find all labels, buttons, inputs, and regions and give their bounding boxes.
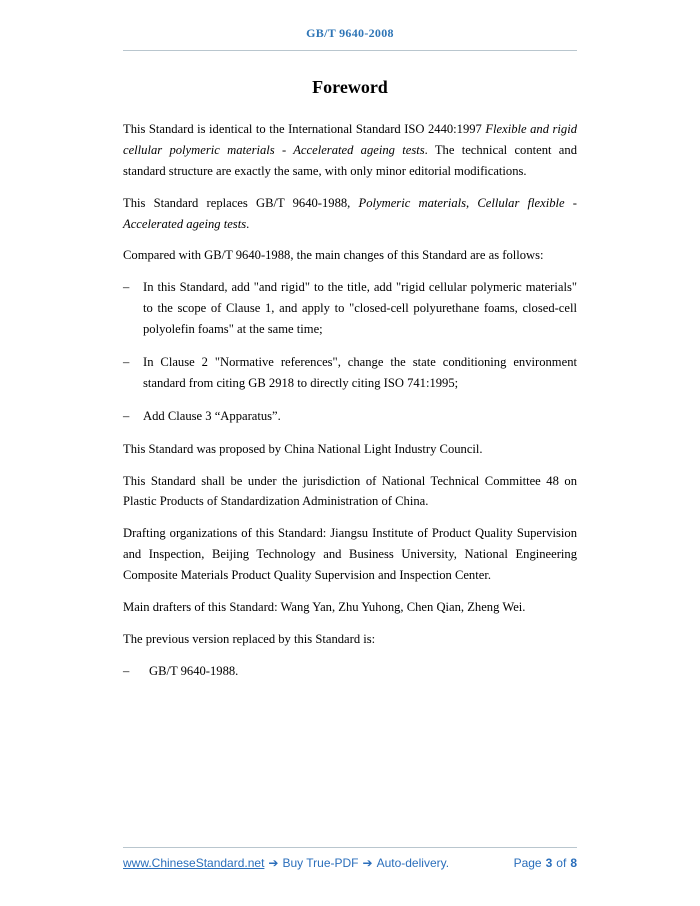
arrow-right-icon: ➔ bbox=[362, 856, 373, 870]
bullet-dash: – bbox=[123, 355, 130, 370]
list-item-text bbox=[143, 406, 577, 427]
text-segment: . The technical content and standard structure are exactly the same, with only minor editorial modifications. bbox=[123, 142, 577, 178]
text-segment: This Standard replaces GB/T 9640-1988, bbox=[123, 195, 359, 210]
page-title: Foreword bbox=[312, 77, 388, 97]
paragraph bbox=[123, 629, 577, 650]
list-item bbox=[123, 352, 577, 394]
list-item bbox=[123, 661, 577, 682]
paragraph bbox=[123, 245, 577, 266]
list-item-text bbox=[143, 277, 577, 340]
standard-title-italic: Flexible and rigid cellular polymeric materials - Accelerated ageing tests bbox=[123, 122, 577, 157]
bullet-dash: – bbox=[123, 280, 130, 295]
text-segment: The previous version replaced by this Standard is: bbox=[123, 631, 376, 646]
footer-divider bbox=[123, 847, 577, 848]
standard-title-italic: Polymeric materials, Cellular flexible - Accelerated ageing tests bbox=[123, 195, 577, 231]
text-segment: This Standard shall be under the jurisdiction of National Technical Committee 48 on Plastic Products of Standardization Administration of China. bbox=[123, 473, 577, 509]
text-segment: Main drafters of this Standard: Wang Yan, Zhu Yuhong, Chen Qian, Zheng Wei. bbox=[123, 600, 526, 615]
document-header bbox=[123, 26, 577, 51]
text-segment: Compared with GB/T 9640-1988, the main changes of this Standard are as follows: bbox=[123, 248, 544, 263]
text-segment: Drafting organizations of this Standard: Jiangsu Institute of Product Quality Supervision and Inspection, Beijing Technology and Business University, National Engineering Composite Materials Product Quality Supervision and Inspection Center. bbox=[123, 526, 577, 583]
bullet-dash: – bbox=[123, 663, 130, 678]
text-segment: In Clause 2 "Normative references", change the state conditioning environment standard from citing GB 2918 to directly citing ISO 741:1995; bbox=[143, 355, 577, 390]
document-body bbox=[123, 119, 577, 682]
list-item-text bbox=[143, 352, 577, 394]
paragraph bbox=[123, 119, 577, 182]
text-segment: Add Clause 3 “Apparatus”. bbox=[143, 408, 281, 423]
arrow-right-icon: ➔ bbox=[268, 856, 279, 870]
text-segment: . bbox=[246, 216, 250, 231]
page-indicator bbox=[514, 856, 577, 870]
buy-pdf-label: Buy True-PDF bbox=[282, 856, 359, 870]
paragraph bbox=[123, 523, 577, 586]
doc-number: GB/T 9640-2008 bbox=[306, 26, 394, 40]
paragraph bbox=[123, 597, 577, 618]
text-segment: This Standard was proposed by China National Light Industry Council. bbox=[123, 441, 483, 456]
text-segment: GB/T 9640-1988. bbox=[149, 663, 239, 678]
footer-row bbox=[123, 856, 577, 870]
current-page-number: 3 bbox=[545, 856, 553, 870]
text-segment: In this Standard, add "and rigid" to the title, add "rigid cellular polymeric materials" to the scope of Clause 1, and apply to "closed-cell polyurethane foams, closed-cell polyolefin foams" at the same time; bbox=[143, 280, 577, 337]
paragraph bbox=[123, 471, 577, 513]
page-label: Page bbox=[513, 856, 542, 870]
document-footer bbox=[123, 847, 577, 870]
website-link[interactable]: www.ChineseStandard.net bbox=[123, 856, 265, 870]
header-divider bbox=[123, 50, 577, 51]
bullet-dash: – bbox=[123, 408, 130, 423]
list-item bbox=[123, 406, 577, 427]
list-item-text bbox=[149, 661, 577, 682]
paragraph bbox=[123, 439, 577, 460]
auto-delivery-label: Auto-delivery. bbox=[376, 856, 450, 870]
list-item bbox=[123, 277, 577, 340]
paragraph bbox=[123, 193, 577, 235]
footer-left bbox=[123, 856, 449, 870]
total-page-number: 8 bbox=[570, 856, 577, 870]
of-label: of bbox=[556, 856, 567, 870]
text-segment: This Standard is identical to the International Standard ISO 2440:1997 bbox=[123, 122, 486, 136]
